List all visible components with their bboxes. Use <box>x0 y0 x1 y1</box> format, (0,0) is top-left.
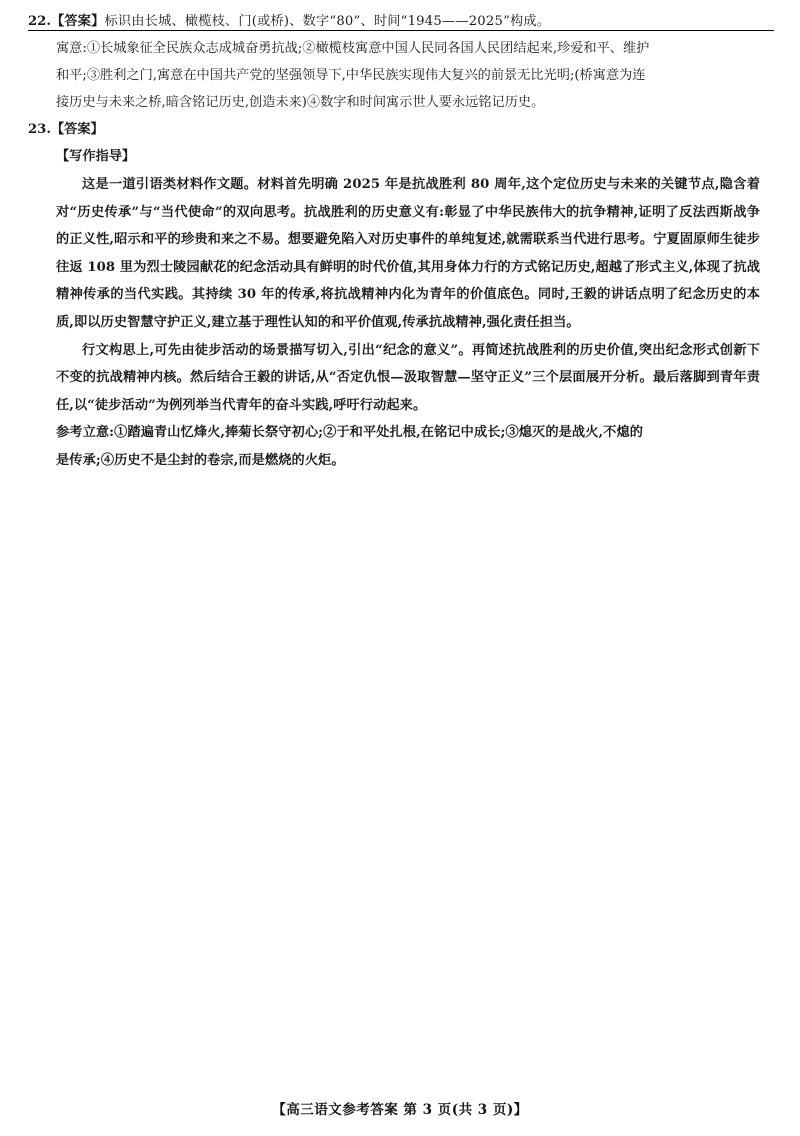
answer-item-23 <box>28 116 766 475</box>
answer-22-line-1 <box>51 8 766 35</box>
answer-23-label: 【答案】 <box>50 122 104 137</box>
writing-guide-title: 【写作指导】 <box>56 149 136 164</box>
writing-guide-paragraph-1: 这是一道引语类材料作文题。材料首先明确 2025 年是抗战胜利 80 周年,这个定位历史与未来的关键节点,隐含着对“历史传承”与“当代使命”的双向思考。抗战胜利的历史意义有:彰显了中华民族伟大的抗争精神,证明了反法西斯战争的正义性,昭示和平的珍贵和来之不易。想要避免陷入对历史事件的单纯复述,就需联系当代进行思考。宁夏固原师生徒步往返 108 里为烈士陵园献花的纪念活动具有鲜明的时代价值,其用身体力行的方式铭记历史,超越了形式主义,体现了抗战精神传承的当代实践。其持续 30 年的传承,将抗战精神内化为青年的价值底色。同时,王毅的讲话点明了纪念历史的本质,即以历史智慧守护正义,建立基于理性认知的和平价值观,传承抗战精神,强化责任担当。 <box>56 177 760 330</box>
answer-23-body <box>51 116 766 143</box>
answer-22-text-1: 标识由长城、橄榄枝、门(或桥)、数字“80”、时间“1945——2025”构成。 <box>104 14 551 29</box>
reference-thesis-line-1: 参考立意:①踏遍青山忆烽火,捧菊长祭守初心;②于和平处扎根,在铭记中成长;③熄灭的是战火,不熄的 <box>56 425 644 441</box>
answer-22-line-3: 和平;③胜利之门,寓意在中国共产党的坚强领导下,中华民族实现伟大复兴的前景无比光明;(桥寓意为连 <box>56 68 646 83</box>
answer-item-22 <box>28 8 766 116</box>
answer-23-first-row <box>28 116 766 143</box>
answer-22-line-2: 寓意:①长城象征全民族众志成城奋勇抗战;②橄榄枝寓意中国人民同各国人民团结起来,珍爱和平、维护 <box>56 41 650 56</box>
page-footer: 【高三语文参考答案 第 3 页(共 3 页)】 <box>272 1102 528 1118</box>
answer-22-number: 22. <box>28 14 51 29</box>
answer-22-first-row <box>28 8 766 35</box>
writing-guide-paragraph-2: 行文构思上,可先由徒步活动的场景描写切入,引出“纪念的意义”。再简述抗战胜利的历史价值,突出纪念形式创新下不变的抗战精神内核。然后结合王毅的讲话,从“否定仇恨—汲取智慧—坚守正义”三个层面展开分析。最后落脚到青年责任,以“徒步活动”为例列举当代青年的奋斗实践,呼吁行动起来。 <box>56 342 760 413</box>
answer-22-label: 【答案】 <box>50 14 105 29</box>
answer-22-line-4: 接历史与未来之桥,暗含铭记历史,创造未来)④数字和时间寓示世人要永远铭记历史。 <box>56 95 545 110</box>
answer-22-body <box>51 8 766 35</box>
reference-thesis-line-2: 是传承;④历史不是尘封的卷宗,而是燃烧的火炬。 <box>56 452 345 468</box>
answer-23-number: 23. <box>28 122 51 137</box>
